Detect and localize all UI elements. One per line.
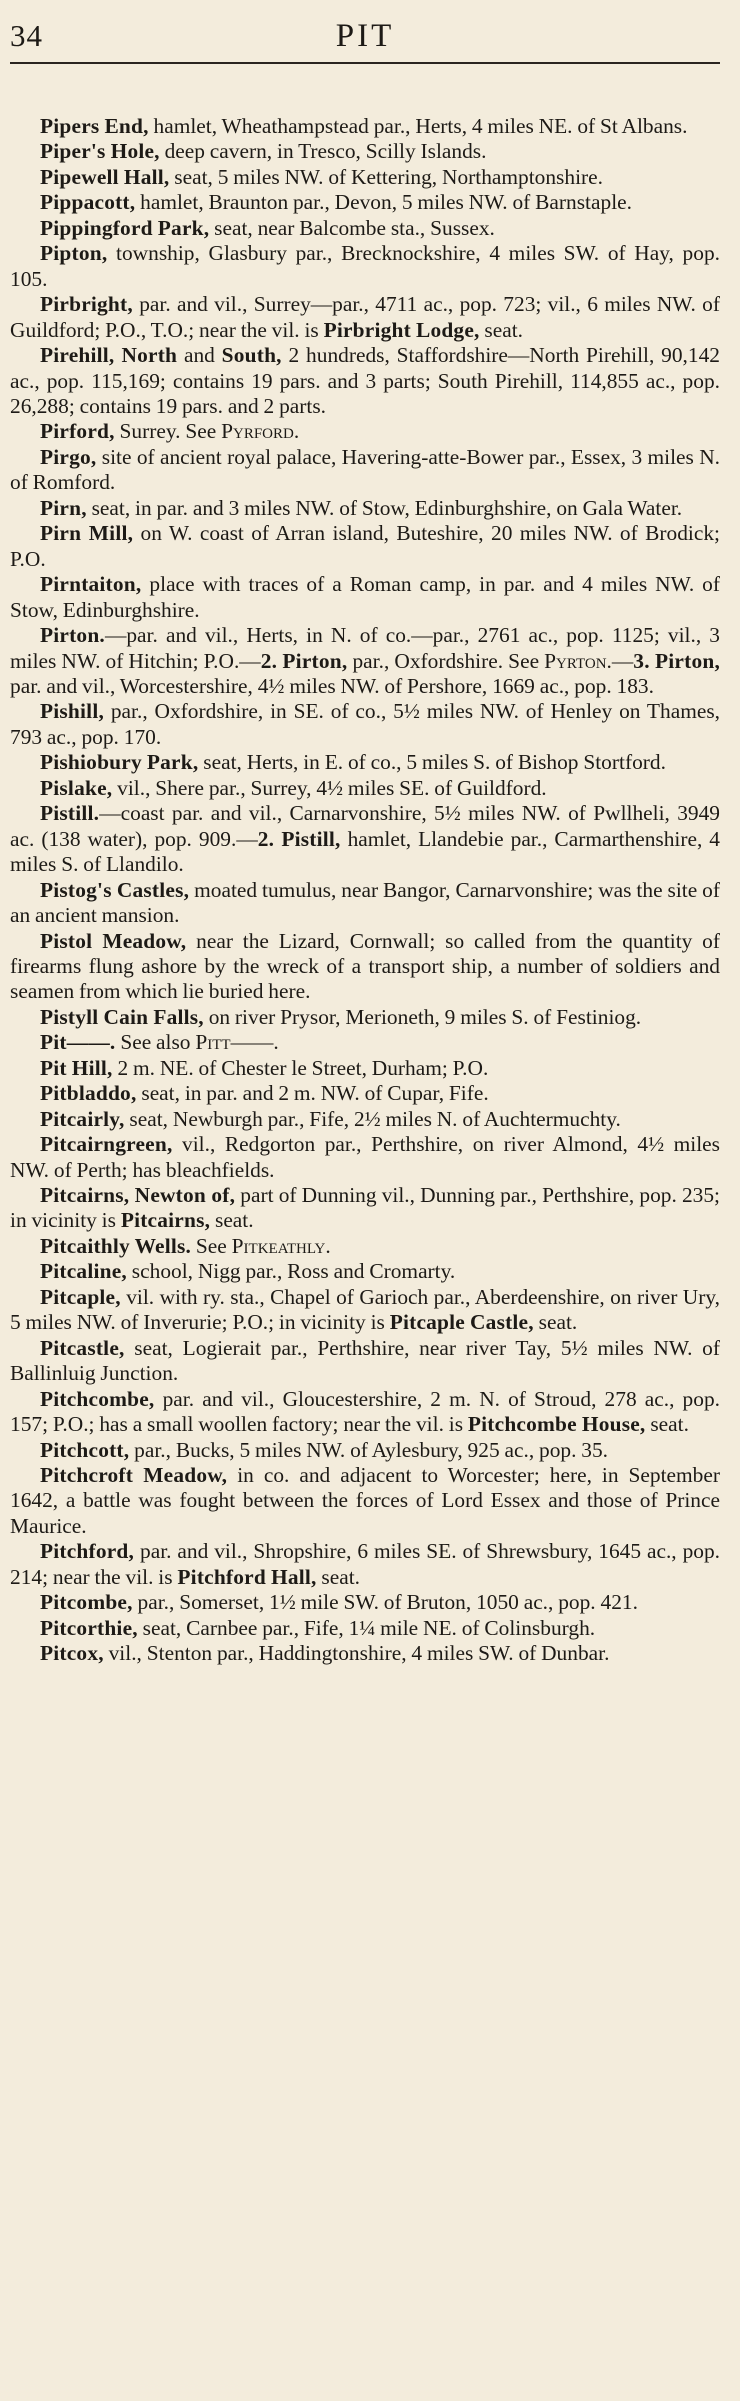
gazetteer-entry — [10, 776, 720, 801]
entry-text: deep cavern, in Tresco, Scilly Islands. — [159, 139, 487, 164]
entry-text: hamlet, Llandebie par., Carmarthenshire, 4 miles S. of Llandilo. — [10, 826, 721, 877]
entry-bold-term: Pitchford Hall, — [177, 1564, 317, 1589]
entry-text: seat, near Balcombe sta., Sussex. — [209, 215, 495, 240]
entry-text: par. and vil., Gloucestershire, 2 m. N. of Stroud, 278 ac., pop. 157; P.O.; has a small woollen factory; near the vil. is — [10, 1386, 720, 1437]
entry-text: par., Somerset, 1½ mile SW. of Bruton, 1050 ac., pop. 421. — [132, 1590, 638, 1615]
entry-headword: Pitcairns, Newton of, — [40, 1183, 236, 1208]
entry-text: seat. — [645, 1412, 689, 1437]
entry-text: site of ancient royal palace, Havering-atte-Bower par., Essex, 3 miles N. of Romford. — [10, 444, 720, 495]
entry-text: —par. and vil., Herts, in N. of co.—par., 2761 ac., pop. 1125; vil., 3 miles NW. of Hitchin; P.O.— — [10, 623, 720, 673]
entry-text: vil., Shere par., Surrey, 4½ miles SE. of Guildford. — [112, 775, 547, 800]
entry-headword: Pitchcombe, — [40, 1386, 155, 1411]
entry-bold-term: South, — [221, 343, 282, 368]
entry-headword: Pishiobury Park, — [40, 750, 199, 775]
entry-headword: Pishill, — [40, 699, 105, 724]
gazetteer-entry — [10, 139, 720, 164]
entry-headword: Piper's Hole, — [40, 139, 160, 164]
entry-text: school, Nigg par., Ross and Cromarty. — [126, 1259, 456, 1284]
entry-text: seat. — [479, 317, 524, 342]
gazetteer-entry — [10, 190, 720, 215]
gazetteer-entry — [10, 165, 720, 190]
gazetteer-entry — [10, 1336, 720, 1387]
entry-text: See also — [115, 1030, 196, 1055]
entry-headword: Pirbright, — [40, 292, 133, 317]
gazetteer-entry — [10, 1590, 720, 1615]
entry-bold-term: 3. Pirton, — [633, 648, 720, 673]
entry-text: seat, Newburgh par., Fife, 2½ miles N. of Auchtermuchty. — [124, 1106, 621, 1131]
entry-bold-term: Pitcairns, — [120, 1208, 211, 1233]
gazetteer-entry — [10, 1285, 720, 1336]
entry-text: 2 hundreds, Staffordshire—North Pirehill, 90,142 ac., pop. 115,169; contains 19 pars. and 3 parts; South Pirehill, 114,855 ac., pop. 26,288; contains 19 pars. and 2 parts. — [10, 343, 720, 418]
entry-headword: Pirn, — [40, 495, 87, 520]
entry-bold-term: Pirbright Lodge, — [323, 317, 480, 342]
entry-text: on W. coast of Arran island, Buteshire, 20 miles NW. of Brodick; P.O. — [10, 521, 720, 571]
gazetteer-entry — [10, 1463, 720, 1539]
entry-headword: Pit——. — [40, 1030, 116, 1055]
entry-text: seat, 5 miles NW. of Kettering, Northamptonshire. — [169, 164, 603, 189]
entry-headword: Pitcombe, — [40, 1590, 133, 1615]
entry-list — [10, 114, 720, 1667]
entry-text: 2 m. NE. of Chester le Street, Durham; P.O. — [112, 1055, 489, 1080]
entry-bold-term: Pitchcombe House, — [467, 1412, 646, 1437]
entry-headword: Pitcaithly Wells. — [40, 1233, 192, 1258]
entry-text: seat, Logierait par., Perthshire, near river Tay, 5½ miles NW. of Ballinluig Junction. — [10, 1335, 720, 1386]
entry-text: seat, Herts, in E. of co., 5 miles S. of Bishop Stortford. — [198, 750, 666, 775]
gazetteer-entry — [10, 1616, 720, 1641]
entry-bold-term: Pitcaple Castle, — [389, 1310, 534, 1335]
entry-headword: Pirn Mill, — [40, 521, 134, 546]
gazetteer-entry — [10, 1438, 720, 1463]
entry-headword: Pirford, — [40, 419, 115, 444]
gazetteer-entry — [10, 1234, 720, 1259]
entry-headword: Pitcairly, — [40, 1106, 125, 1131]
entry-headword: Pirgo, — [40, 444, 97, 469]
entry-headword: Pirntaiton, — [40, 572, 142, 597]
entry-text: on river Prysor, Merioneth, 9 miles S. of Festiniog. — [203, 1004, 642, 1029]
gazetteer-entry — [10, 1539, 720, 1590]
entry-headword: Pit Hill, — [40, 1055, 113, 1080]
running-head: PIT — [335, 18, 395, 54]
entry-headword: Pirton. — [40, 623, 105, 648]
entry-text: seat, Carnbee par., Fife, 1¼ mile NE. of Colinsburgh. — [137, 1615, 596, 1640]
entry-text: place with traces of a Roman camp, in par. and 4 miles NW. of Stow, Edinburghshire. — [10, 572, 720, 622]
gazetteer-entry — [10, 1081, 720, 1106]
entry-text: vil., Redgorton par., Perthshire, on river Almond, 4½ miles NW. of Perth; has bleachfields. — [10, 1132, 720, 1182]
gazetteer-entry — [10, 114, 720, 139]
entry-text: par. and vil., Worcestershire, 4½ miles NW. of Pershore, 1669 ac., pop. 183. — [10, 673, 654, 698]
entry-headword: Pitcairngreen, — [40, 1132, 173, 1157]
entry-text: seat. — [316, 1564, 361, 1589]
gazetteer-entry — [10, 1005, 720, 1030]
gazetteer-entry — [10, 1107, 720, 1132]
entry-text: seat. — [210, 1208, 254, 1233]
entry-headword: Pitcaple, — [40, 1284, 121, 1309]
entry-text: vil. with ry. sta., Chapel of Garioch par., Aberdeenshire, on river Ury, 5 miles NW. of Inverurie; P.O.; in vicinity is — [10, 1284, 720, 1335]
entry-headword: Pislake, — [40, 775, 113, 800]
gazetteer-entry — [10, 1132, 720, 1183]
gazetteer-entry — [10, 1641, 720, 1666]
entry-text: hamlet, Wheathampstead par., Herts, 4 miles NE. of St Albans. — [148, 114, 688, 138]
entry-headword: Pistog's Castles, — [40, 877, 190, 902]
entry-text: vil., Stenton par., Haddingtonshire, 4 miles SW. of Dunbar. — [103, 1641, 610, 1666]
gazetteer-entry — [10, 878, 720, 929]
entry-text: in co. and adjacent to Worcester; here, in September 1642, a battle was fought between the forces of Lord Essex and those of Prince Maurice. — [10, 1463, 720, 1538]
gazetteer-entry — [10, 241, 720, 292]
gazetteer-entry — [10, 419, 720, 444]
entry-text: par., Oxfordshire, in SE. of co., 5½ miles NW. of Henley on Thames, 793 ac., pop. 170. — [10, 699, 720, 749]
gazetteer-entry — [10, 699, 720, 750]
gazetteer-entry — [10, 216, 720, 241]
gazetteer-entry — [10, 750, 720, 775]
entry-headword: Pipton, — [40, 241, 108, 266]
entry-headword: Pippingford Park, — [40, 215, 210, 240]
entry-text: township, Glasbury par., Brecknockshire, 4 miles SW. of Hay, pop. 105. — [10, 241, 720, 291]
gazetteer-entry — [10, 801, 720, 877]
entry-headword: Pitcox, — [40, 1641, 104, 1666]
entry-headword: Pitchford, — [40, 1539, 135, 1564]
entry-text: — — [611, 648, 634, 673]
entry-text: seat. — [533, 1310, 578, 1335]
gazetteer-entry — [10, 1030, 720, 1055]
entry-headword: Pitchcroft Meadow, — [40, 1463, 228, 1488]
entry-headword: Pitcaline, — [40, 1259, 127, 1284]
entry-text: hamlet, Braunton par., Devon, 5 miles NW. of Barnstaple. — [135, 190, 632, 215]
gazetteer-entry — [10, 572, 720, 623]
entry-cross-reference: Pitkeathly. — [231, 1233, 331, 1258]
entry-bold-term: 2. Pistill, — [257, 826, 341, 851]
entry-headword: Pistill. — [40, 801, 100, 826]
entry-headword: Pipewell Hall, — [40, 164, 170, 189]
entry-text: Surrey. See — [114, 419, 222, 444]
entry-headword: Pitcastle, — [40, 1335, 125, 1360]
entry-cross-reference: Pyrton. — [544, 648, 612, 673]
gazetteer-entry — [10, 1259, 720, 1284]
entry-headword: Pipers End, — [40, 114, 149, 138]
entry-text: par. and vil., Shropshire, 6 miles SE. of Shrewsbury, 1645 ac., pop. 214; near the vil. is — [10, 1539, 720, 1589]
entry-cross-reference: Pitt——. — [195, 1030, 279, 1055]
entry-text: and — [177, 343, 222, 368]
page-number: 34 — [10, 18, 43, 53]
entry-headword: Pippacott, — [40, 190, 136, 215]
entry-text: par., Bucks, 5 miles NW. of Aylesbury, 925 ac., pop. 35. — [129, 1437, 609, 1462]
entry-headword: Pitcorthie, — [40, 1615, 138, 1640]
entry-bold-term: 2. Pirton, — [260, 648, 348, 673]
page-header — [10, 14, 720, 64]
entry-text: seat, in par. and 2 m. NW. of Cupar, Fife. — [136, 1081, 489, 1106]
gazetteer-entry — [10, 445, 720, 496]
entry-cross-reference: Pyrford. — [221, 419, 300, 444]
entry-text: par. and vil., Surrey—par., 4711 ac., pop. 723; vil., 6 miles NW. of Guildford; P.O., T.O.; near the vil. is — [10, 292, 720, 342]
gazetteer-entry — [10, 521, 720, 572]
entry-headword: Pitchcott, — [40, 1437, 130, 1462]
gazetteer-entry — [10, 496, 720, 521]
entry-headword: Pistyll Cain Falls, — [40, 1004, 204, 1029]
entry-text: moated tumulus, near Bangor, Carnarvonshire; was the site of an ancient mansion. — [10, 877, 720, 928]
entry-text: near the Lizard, Cornwall; so called from the quantity of firearms flung ashore by the wreck of a transport ship, a number of soldiers and seamen from which lie buried here. — [10, 928, 720, 1004]
gazetteer-entry — [10, 1056, 720, 1081]
gazetteer-entry — [10, 292, 720, 343]
entry-headword: Pirehill, North — [40, 343, 178, 368]
gazetteer-entry — [10, 1183, 720, 1234]
gazetteer-entry — [10, 623, 720, 699]
gazetteer-entry — [10, 929, 720, 1005]
entry-text: part of Dunning vil., Dunning par., Perthshire, pop. 235; in vicinity is — [10, 1183, 720, 1233]
gazetteer-entry — [10, 1387, 720, 1438]
entry-headword: Pitbladdo, — [40, 1081, 137, 1106]
entry-text: See — [191, 1233, 232, 1258]
entry-text: seat, in par. and 3 miles NW. of Stow, Edinburghshire, on Gala Water. — [86, 495, 683, 520]
gazetteer-entry — [10, 343, 720, 419]
entry-text: par., Oxfordshire. See — [347, 648, 545, 673]
entry-headword: Pistol Meadow, — [40, 928, 187, 953]
entry-text: —coast par. and vil., Carnarvonshire, 5½ miles NW. of Pwllheli, 3949 ac. (138 water), pop. 909.— — [10, 801, 720, 851]
